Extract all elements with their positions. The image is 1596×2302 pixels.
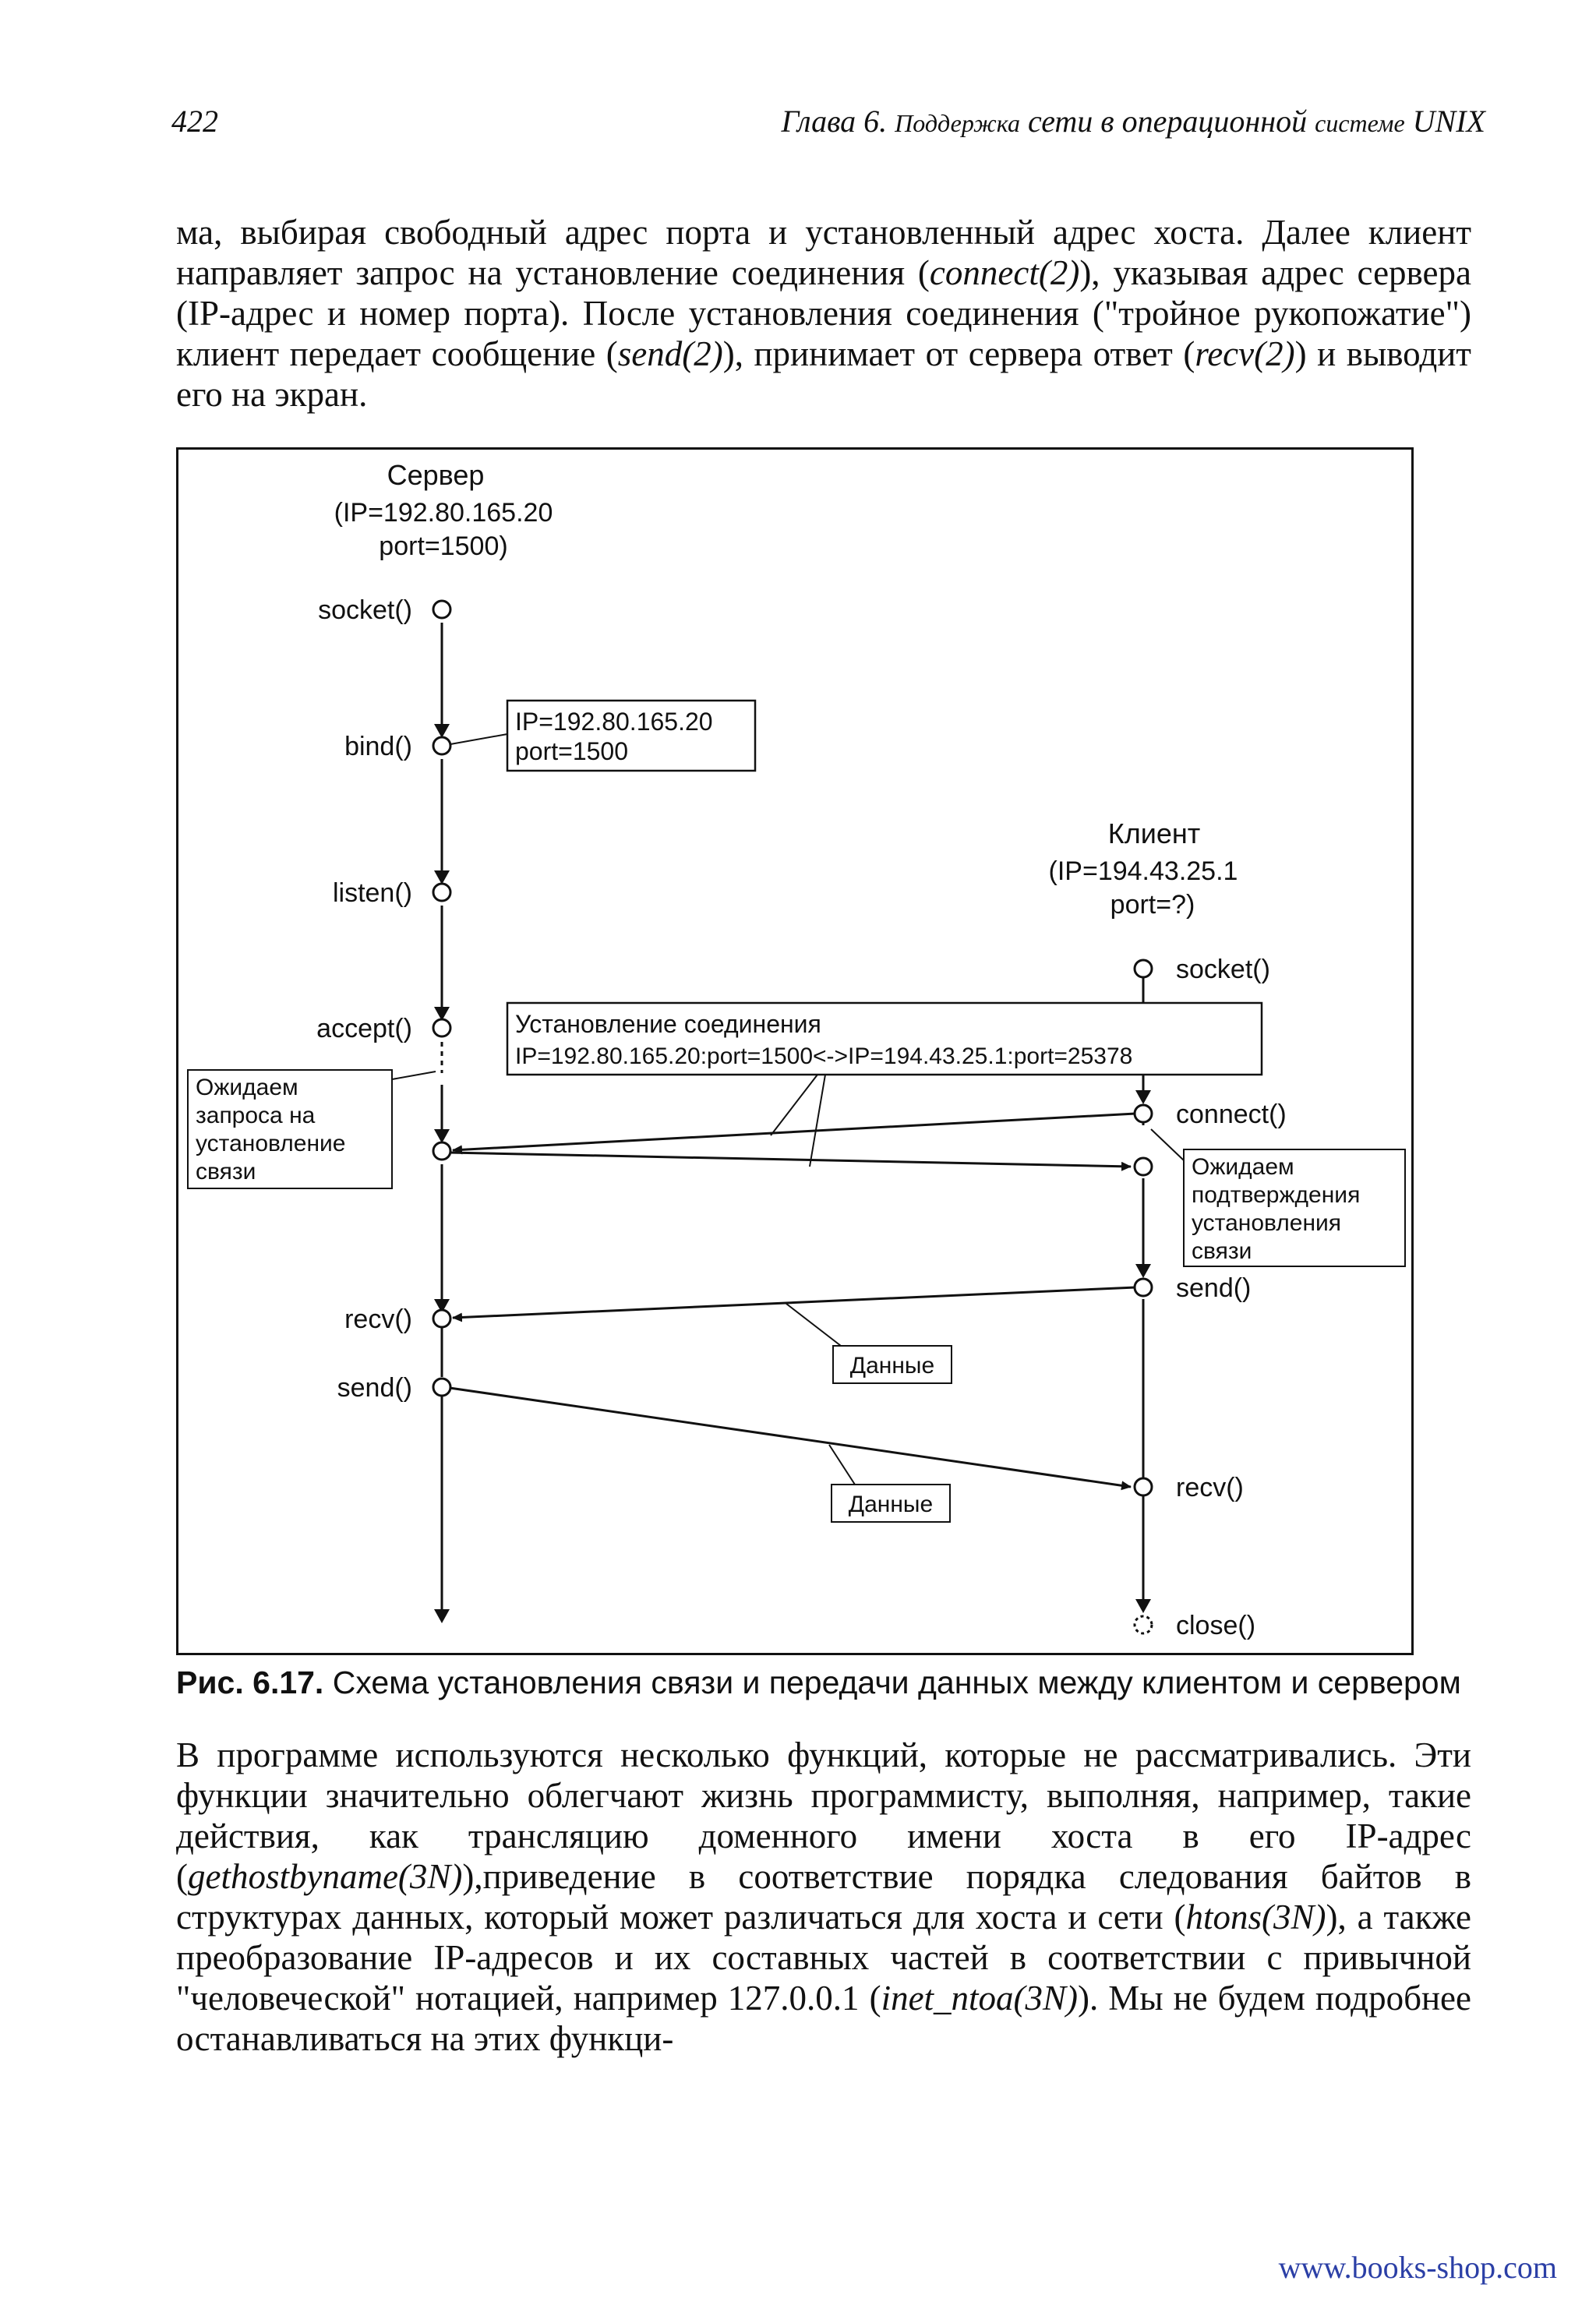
figure-caption (176, 1665, 1461, 1701)
caption-text: Схема установления связи и передачи данных между клиентом и сервером (332, 1665, 1461, 1700)
server-accept-call: accept() (316, 1014, 412, 1043)
data-label-box-1 (786, 1304, 952, 1383)
para1-fn-send: send(2) (617, 334, 723, 373)
page-number: 422 (171, 104, 218, 139)
connect-ack-arrow (450, 1153, 1131, 1167)
server-wait-l1: Ожидаем (196, 1075, 298, 1100)
server-listen-call: listen() (332, 878, 412, 908)
para2-fn-htons: htons(3N) (1185, 1898, 1326, 1937)
chapter-label: Глава 6. (781, 104, 888, 139)
conn-box-address: IP=192.80.165.20:port=1500<->IP=194.43.25.1:port=25378 (515, 1043, 1133, 1069)
server-send-call: send() (337, 1373, 412, 1403)
client-wait-l3: установления (1192, 1210, 1342, 1236)
footer-site-link[interactable]: www.books-shop.com (1278, 2250, 1557, 2285)
server-wait-l3: установление (196, 1131, 346, 1156)
diagram-svg (178, 450, 1411, 1653)
client-connect-call: connect() (1176, 1100, 1287, 1129)
chapter-title-sc2: системе (1315, 109, 1405, 137)
figure-client-server-diagram (176, 447, 1414, 1655)
para2-fn-gethostbyname: gethostbyname(3N) (188, 1857, 463, 1896)
server-recv-call: recv() (344, 1305, 412, 1334)
para2-fn-inet-ntoa: inet_ntoa(3N) (881, 1979, 1079, 2018)
client-wait-l4: связи (1192, 1238, 1252, 1264)
server-bind-call: bind() (344, 732, 412, 761)
client-wait-box (1151, 1129, 1405, 1266)
server-wait-l4: связи (196, 1159, 256, 1185)
para2-text-1: В программе используются несколько функций, которые не рассматривались. Эти функции значительно облегчают жизнь программисту, выполняя, например, такие действия, как трансляцию доменного имени хоста в его IP-адрес ( (176, 1735, 1471, 1896)
chapter-title-sc: Поддержка (895, 109, 1020, 137)
para2-text-3: ), а также преобразование IP-адресов и их составных частей в соответствии с привычной "человеческой" нотацией, например 127.0.0.1 ( (176, 1898, 1471, 2018)
client-ip: (IP=194.43.25.1 (1048, 856, 1238, 886)
bind-box-ip: IP=192.80.165.20 (515, 708, 713, 736)
data-label-box-2 (829, 1445, 950, 1522)
server-title: Сервер (387, 459, 485, 491)
chapter-title-part: сети в операционной (1027, 104, 1308, 139)
bind-box-port: port=1500 (515, 737, 629, 765)
para1-text-2: ), указывая адрес сервера (IP-адрес и номер порта). После установления соединения ("тройное рукопожатие") клиент передает сообщение ( (176, 253, 1471, 373)
data-arrow-to-client (450, 1388, 1131, 1487)
client-send-call: send() (1176, 1273, 1252, 1303)
client-close-call: close() (1176, 1611, 1256, 1640)
running-head (782, 103, 1485, 139)
para1-text-3: ), принимает от сервера ответ ( (722, 334, 1195, 373)
para1-text-4: ) и выводит его на экран. (176, 334, 1471, 414)
page-header (0, 103, 1596, 150)
server-socket-call: socket() (318, 595, 412, 625)
para1-text-1: ма, выбирая свободный адрес порта и установленный адрес хоста. Далее клиент направляет запрос на установление соединения ( (176, 213, 1471, 292)
data-label-2: Данные (848, 1492, 934, 1517)
data-label-1: Данные (849, 1353, 935, 1379)
para1-fn-connect: connect(2) (929, 253, 1080, 292)
server-wait-l2: запроса на (196, 1103, 316, 1128)
paragraph-functions (176, 1735, 1471, 2059)
data-arrow-to-server (453, 1287, 1135, 1318)
client-wait-l2: подтверждения (1192, 1182, 1361, 1208)
para2-text-2: ),приведение в соответствие порядка следования байтов в структурах данных, который может различаться для хоста и сети ( (176, 1857, 1471, 1937)
client-wait-l1: Ожидаем (1192, 1154, 1294, 1180)
chapter-title-end: UNIX (1412, 104, 1485, 139)
caption-label: Рис. 6.17. (176, 1665, 324, 1700)
conn-box-title: Установление соединения (515, 1010, 821, 1038)
server-wait-box (188, 1070, 436, 1188)
client-port: port=?) (1110, 890, 1195, 920)
server-port: port=1500) (379, 531, 508, 561)
bind-address-box (450, 701, 755, 771)
connect-request-arrow (453, 1114, 1135, 1150)
client-title: Клиент (1107, 817, 1201, 849)
client-socket-call: socket() (1176, 955, 1270, 984)
client-recv-call: recv() (1176, 1473, 1244, 1502)
para2-text-4: ). Мы не будем подробнее останавливаться на этих функци- (176, 1979, 1471, 2058)
paragraph-intro (176, 212, 1471, 415)
server-ip: (IP=192.80.165.20 (334, 498, 553, 528)
para1-fn-recv: recv(2) (1195, 334, 1295, 373)
